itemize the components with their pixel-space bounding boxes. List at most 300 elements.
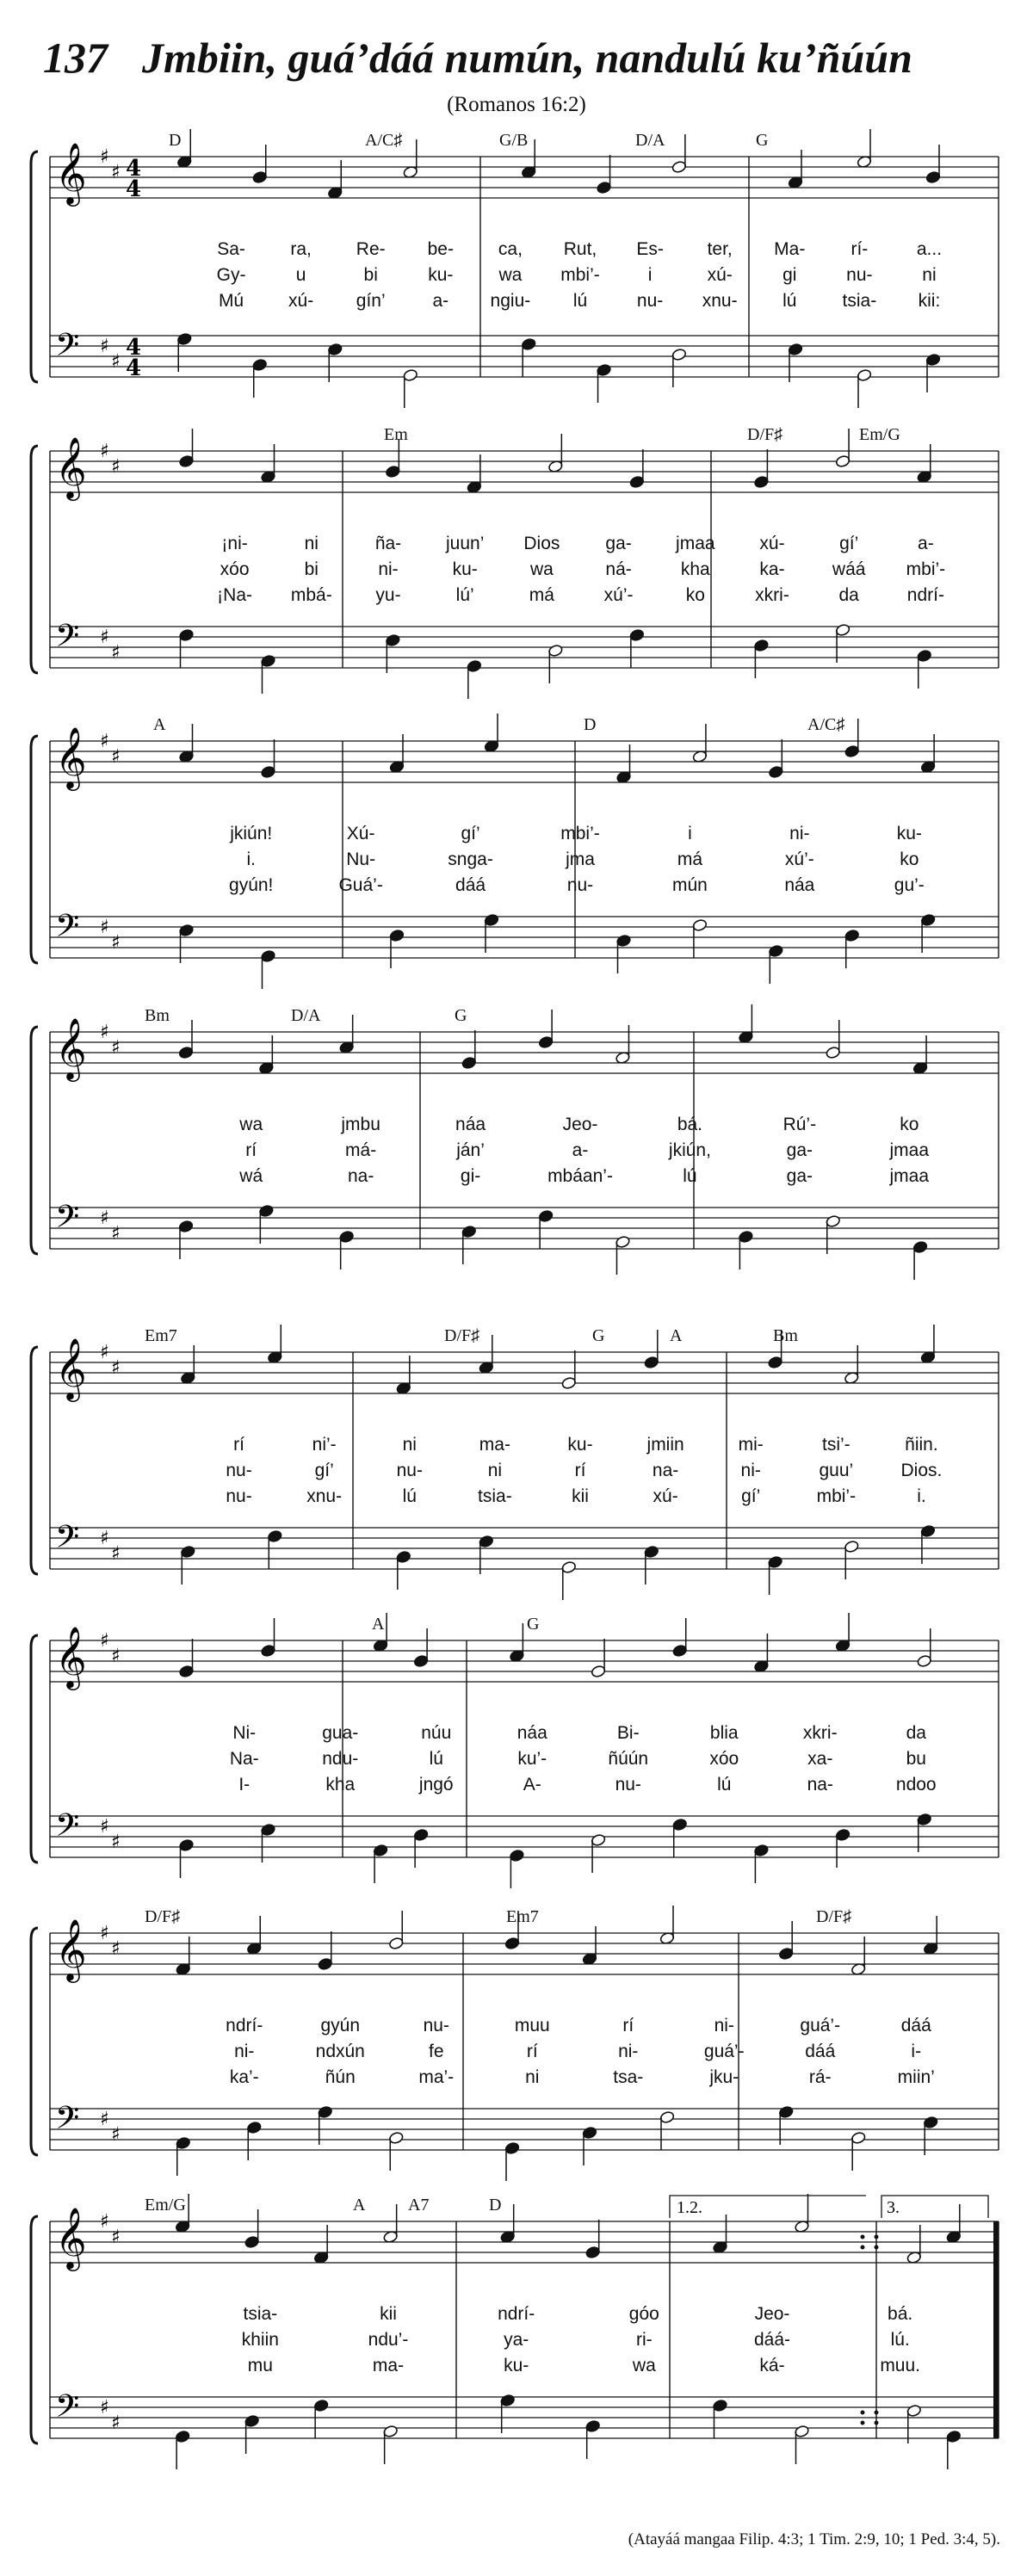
lyric-syllable: rí [574,1461,586,1480]
note [176,2136,191,2176]
note [835,429,851,468]
lyric-syllable: i. [917,1486,926,1506]
lyric-syllable: má [677,849,703,869]
note [373,1844,388,1883]
note [313,2225,329,2264]
lyric-syllable: ñún [325,2067,356,2087]
lyric-syllable: snga- [448,849,493,869]
music-system [50,120,999,396]
sharp-icon: ♯ [100,1816,109,1838]
note [917,1813,932,1852]
note [258,1035,274,1075]
note [261,1618,276,1658]
lyric-syllable: lú [683,1166,697,1186]
music-system [50,710,999,985]
lyric-syllable: nu- [396,1461,423,1480]
lyric-line [50,1140,999,1168]
music-system [50,1609,999,1885]
volta-label: 1.2. [677,2198,702,2217]
sharp-icon: ♯ [100,1208,109,1229]
lyric-syllable: núu [421,1723,452,1743]
lyric-line [50,2304,999,2332]
lyric-line [50,1723,999,1751]
sharp-icon: ♯ [100,1923,109,1944]
note [917,1628,932,1668]
lyric-syllable: ko [900,1115,919,1134]
lyric-syllable: mún [671,875,708,895]
lyric-syllable: nu- [226,1486,252,1506]
note [176,332,192,372]
lyric-syllable: u [295,265,306,285]
lyric-syllable: gua- [322,1723,359,1743]
chord-symbol: A/C♯ [807,715,845,734]
lyric-syllable: ndxún [315,2042,365,2061]
lyric-syllable: a- [918,534,934,553]
chord-symbol: D [169,131,182,150]
note [713,2215,728,2254]
note [826,1020,841,1059]
note [917,444,932,484]
note [461,1225,477,1264]
lyric-syllable: ná- [605,559,632,579]
sharp-icon: ♯ [111,1357,121,1379]
lyric-syllable: wa [529,559,554,579]
note [388,1911,404,1950]
sharp-icon: ♯ [111,932,121,954]
note [176,1937,191,1976]
note [538,1209,554,1249]
lyric-syllable: rá- [808,2067,832,2087]
sharp-icon: ♯ [100,2397,109,2418]
lyric-syllable: i [647,265,653,285]
note [318,1931,333,1971]
system-bracket [31,151,38,382]
lyric-syllable: góo [628,2304,659,2324]
note [403,368,418,408]
note [615,1235,631,1275]
lyric-syllable: wa [498,265,523,285]
note [857,129,872,169]
lyric-syllable: mbi’- [816,1486,857,1506]
note [467,454,482,494]
sharp-icon: ♯ [111,2227,121,2248]
note [753,449,769,489]
system-bracket [31,446,38,673]
note [753,1844,769,1883]
note [906,2404,922,2443]
lyric-syllable: ku- [896,824,922,843]
sharp-icon: ♯ [111,746,121,768]
note [591,1639,606,1678]
sharp-icon: ♯ [100,1630,109,1652]
sharp-icon: ♯ [111,1646,121,1667]
note [672,1618,688,1658]
note [261,1823,276,1863]
note [844,1540,859,1579]
lyric-syllable: rí- [851,239,869,259]
note [788,343,803,382]
chord-symbol: A [670,1326,683,1345]
lyric-syllable: Rut, [563,239,597,259]
chord-symbol: D/A [291,1006,321,1025]
chord-symbol: D/F♯ [816,1907,852,1926]
lyric-syllable: náa [455,1115,486,1134]
note [258,1204,274,1244]
lyric-syllable: da [838,585,859,605]
chord-symbol: D [489,2196,502,2215]
note [461,1030,477,1070]
note [509,1623,524,1663]
lyric-line [50,2016,999,2043]
sharp-icon: ♯ [111,1938,121,1960]
chord-symbol: Bm [145,1006,170,1025]
lyric-line [50,2356,999,2383]
sharp-icon: ♯ [100,146,109,168]
lyric-syllable: nu- [423,2016,449,2035]
lyric-syllable: ¡ni- [221,534,248,553]
lyric-syllable: ni [487,1461,503,1480]
lyric-syllable: ku- [452,559,478,579]
time-signature: 4 [126,335,142,361]
note [388,2131,404,2171]
lyric-syllable: Es- [636,239,664,259]
lyric-syllable: xú- [707,265,733,285]
note [500,2394,516,2433]
lyric-syllable: i. [246,849,256,869]
note [267,1529,282,1569]
bass-clef-icon: 𝄢 [55,2388,80,2432]
note [778,2105,794,2145]
note [906,2225,922,2264]
lyric-syllable: kha [680,559,710,579]
lyric-syllable: Guá’- [338,875,383,895]
note [339,1015,355,1054]
lyric-syllable: ga- [605,534,632,553]
note [252,145,268,184]
lyric-syllable: gu’- [894,875,925,895]
note [857,368,872,408]
note [246,1916,262,1955]
lyric-syllable: bu [906,1749,926,1769]
note [585,2220,601,2259]
lyric-line [50,534,999,561]
lyric-line [50,1486,999,1514]
note [180,1545,195,1585]
lyric-syllable: guá’- [703,2042,745,2061]
lyric-syllable: Jeo- [754,2304,790,2324]
lyric-syllable: Bi- [616,1723,640,1743]
lyric-syllable: ndrí- [906,585,944,605]
lyric-syllable: jmaa [889,1140,930,1160]
lyric-syllable: tsia- [842,291,877,311]
lyric-syllable: I- [238,1775,251,1795]
note [795,2194,810,2233]
lyric-syllable: ga- [786,1166,813,1186]
lyric-syllable: Ma- [774,239,806,259]
note [178,1220,194,1259]
lyric-syllable: Gy- [216,265,246,285]
note [383,2204,399,2244]
sharp-icon: ♯ [111,1037,121,1059]
note [339,1230,355,1269]
note [509,1849,524,1888]
lyric-syllable: mbá- [290,585,332,605]
lyric-syllable: xóo [220,559,250,579]
lyric-syllable: fe [428,2042,444,2061]
lyric-syllable: lú [782,291,797,311]
lyric-syllable: ndu- [322,1749,359,1769]
sharp-icon: ♯ [111,1832,121,1853]
sharp-icon: ♯ [100,1342,109,1363]
note [923,2116,938,2155]
lyric-syllable: ku- [567,1435,593,1455]
lyric-syllable: jma [566,849,595,869]
note [179,924,195,963]
treble-clef-icon: 𝄞 [55,141,87,204]
hymn-number: 137 [43,34,108,82]
chord-symbol: Em7 [506,1907,539,1926]
lyric-syllable: xnu- [306,1486,343,1506]
lyric-syllable: ku’- [517,1749,547,1769]
chord-symbol: D/F♯ [145,1907,181,1926]
note [327,343,343,382]
lyric-syllable: dáá [900,2016,931,2035]
note [946,2430,962,2469]
lyric-syllable: jmbu [341,1115,380,1134]
note [768,739,783,779]
note [844,1345,859,1385]
lyric-syllable: rí [245,1140,257,1160]
lyric-syllable: lú [402,1486,417,1506]
lyric-syllable: ñúún [608,1749,649,1769]
note [692,724,708,763]
lyric-syllable: mbi’- [560,824,600,843]
lyric-line [50,2067,999,2095]
lyric-syllable: ndrí- [498,2304,535,2324]
note [318,2105,333,2145]
chord-symbol: G [455,1006,467,1025]
sharp-icon: ♯ [111,162,121,183]
note [504,2141,520,2181]
lyric-syllable: A- [523,1775,541,1795]
note [925,353,941,392]
lyric-syllable: ndoo [895,1775,937,1795]
note [753,639,769,678]
chord-symbol: G [527,1615,540,1634]
system-bracket [31,1027,38,1254]
lyric-syllable: Na- [229,1749,259,1769]
note [920,1325,936,1364]
lyric-line [50,824,999,851]
note [920,913,936,953]
lyric-syllable: ni [922,265,937,285]
treble-clef-icon: 𝄞 [55,1625,87,1688]
bass-staff [50,2397,999,2438]
note [327,160,343,200]
lyric-syllable: ka’- [229,2067,259,2087]
bass-clef-icon: 𝄢 [55,1199,80,1243]
lyric-syllable: ku- [428,265,454,285]
lyric-syllable: bá. [888,2304,913,2324]
lyric-syllable: Xú- [346,824,375,843]
lyric-syllable: xú’- [784,849,814,869]
lyric-syllable: ko [900,849,919,869]
lyric-syllable: be- [427,239,454,259]
note [484,713,499,753]
lyric-syllable: Jeo- [562,1115,598,1134]
lyric-syllable: mi- [738,1435,764,1455]
lyric-line [50,585,999,613]
note [521,337,536,377]
note [396,1356,411,1395]
note [484,913,499,953]
lyric-syllable: ma- [479,1435,510,1455]
lyric-line [50,875,999,903]
lyric-syllable: Dios [523,534,560,553]
note [778,1921,794,1961]
note [597,363,612,403]
chord-symbol: D [584,715,597,734]
lyric-syllable: rí [526,2042,538,2061]
music-system [50,420,999,695]
lyric-syllable: mbáan’- [547,1166,613,1186]
lyric-syllable: jkiún, [668,1140,711,1160]
music-system [50,1321,999,1597]
lyric-syllable: khiin [241,2330,279,2350]
note [413,1828,429,1868]
note [616,934,632,973]
note [738,1004,753,1044]
note [835,1613,851,1652]
note [835,1828,851,1868]
note [920,734,936,774]
lyric-syllable: ni [304,534,319,553]
lyric-syllable: kii: [918,291,941,311]
note [383,2425,399,2464]
lyric-syllable: bi [363,265,378,285]
lyric-syllable: ñiin. [905,1435,938,1455]
lyric-line [50,265,999,293]
lyric-syllable: jku- [709,2067,739,2087]
note [946,2204,962,2244]
lyric-syllable: ko [685,585,705,605]
sharp-icon: ♯ [100,441,109,462]
bass-clef-icon: 𝄢 [55,2100,80,2144]
lyric-syllable: wa [239,1115,263,1134]
chord-symbol: Em/G [859,425,900,444]
lyric-syllable: ku- [504,2356,529,2375]
lyric-line [50,1115,999,1142]
note [616,744,632,784]
chord-symbol: Em/G [145,2196,186,2215]
lyric-line [50,291,999,318]
lyric-syllable: tsi’- [821,1435,851,1455]
note [844,929,860,968]
lyric-syllable: nu- [615,1775,641,1795]
note [246,2121,262,2160]
lyric-syllable: má- [345,1140,377,1160]
lyric-syllable: xú- [759,534,785,553]
note [692,918,708,958]
music-system [50,1902,999,2178]
note [826,1214,841,1254]
lyric-line [50,849,999,877]
treble-staff [50,2221,999,2263]
lyric-syllable: ma- [372,2356,405,2375]
lyric-syllable: miin’ [897,2067,935,2087]
lyric-syllable: gí’ [461,824,480,843]
lyric-syllable: Rú’- [782,1115,817,1134]
bass-staff [50,2109,999,2150]
treble-staff [50,1352,999,1393]
system-bracket [31,2216,38,2443]
lyric-syllable: nu- [226,1461,252,1480]
note [479,1535,494,1574]
lyric-syllable: xnu- [702,291,738,311]
volta-label: 3. [887,2198,900,2217]
lyric-syllable: xkri- [755,585,789,605]
lyric-syllable: tsia- [243,2304,278,2324]
lyric-syllable: i [688,824,692,843]
sharp-icon: ♯ [111,2412,121,2434]
lyric-syllable: rí [233,1435,244,1455]
lyric-syllable: gyún! [229,875,274,895]
lyric-syllable: ma’- [418,2067,455,2087]
note [244,2209,260,2249]
lyric-syllable: Nu- [346,849,376,869]
bass-staff [50,1816,999,1857]
lyric-syllable: ni [525,2067,540,2087]
treble-clef-icon: 𝄞 [55,1918,87,1980]
lyric-syllable: nu- [846,265,873,285]
chord-symbol: Em7 [145,1326,177,1345]
lyric-syllable: ña- [374,534,402,553]
note [261,654,276,694]
sharp-icon: ♯ [111,642,121,664]
lyric-line [50,1461,999,1488]
lyric-syllable: gi- [460,1166,481,1186]
sharp-icon: ♯ [100,2211,109,2233]
sharp-icon: ♯ [111,456,121,478]
lyric-syllable: kii [572,1486,589,1506]
chord-symbol: A [353,2196,366,2215]
lyric-syllable: mu [247,2356,273,2375]
lyric-syllable: lú [572,291,588,311]
bass-clef-icon: 𝄢 [55,618,80,662]
note [538,1010,554,1049]
lyric-syllable: ni’- [312,1435,337,1455]
lyric-syllable: juun’ [446,534,485,553]
lyric-syllable: Dios. [900,1461,943,1480]
note [179,1838,195,1878]
sharp-icon: ♯ [100,627,109,648]
note [547,644,563,683]
lyric-line [50,239,999,267]
lyric-syllable: muu [514,2016,550,2035]
note [644,1330,659,1369]
note [629,449,645,489]
note [917,649,932,689]
lyric-syllable: ya- [504,2330,529,2350]
note [912,1035,928,1075]
lyric-syllable: tsa- [613,2067,644,2087]
time-signature: 4 [126,156,142,182]
note [389,929,405,968]
sharp-icon: ♯ [100,1528,109,1549]
lyric-syllable: a... [916,239,943,259]
treble-clef-icon: 𝄞 [55,726,87,788]
lyric-syllable: lú’ [455,585,474,605]
